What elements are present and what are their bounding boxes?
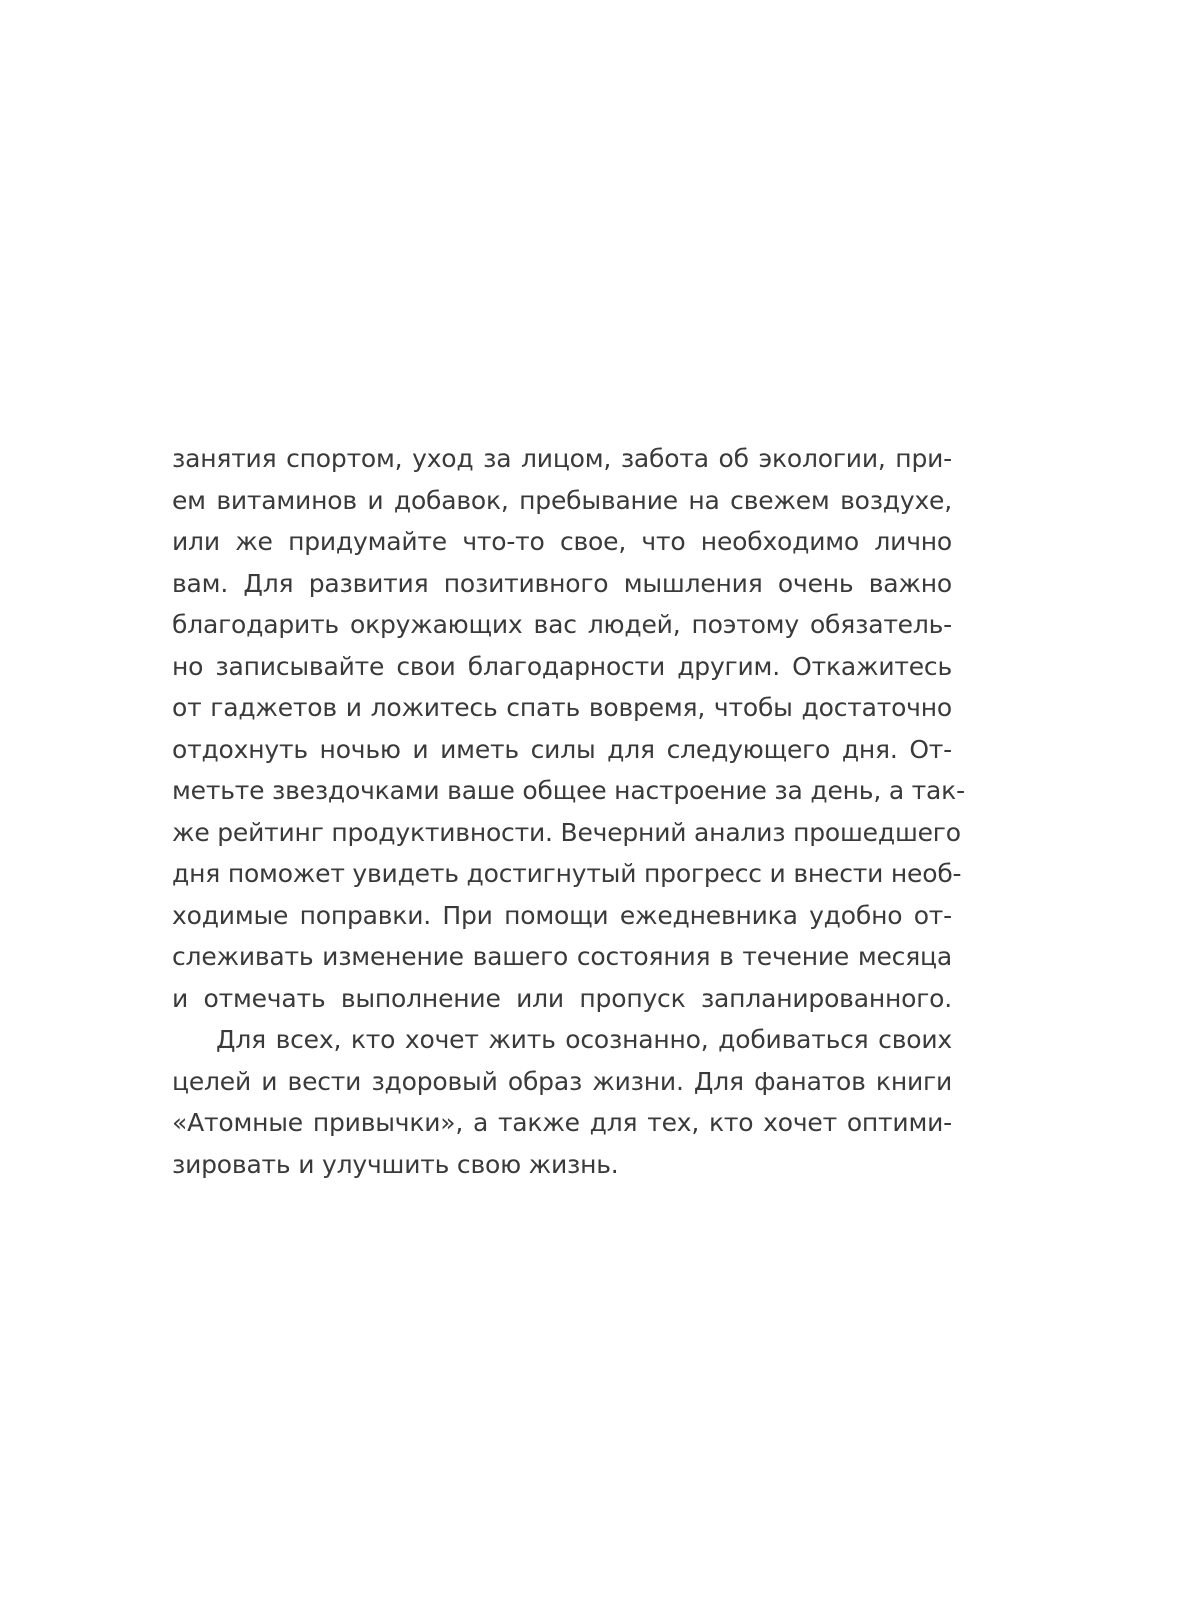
- text-line: от гаджетов и ложитесь спать вовремя, чтобы достаточно: [172, 693, 952, 722]
- text-line: зировать и улучшить свою жизнь.: [172, 1149, 619, 1179]
- body-text: [172, 438, 965, 1185]
- text-line: ходимые поправки. При помощи ежедневника удобно от-: [172, 900, 952, 930]
- paragraph-1: [172, 438, 965, 1019]
- text-line: вам. Для развития позитивного мышления очень важно: [172, 568, 952, 598]
- text-line: же рейтинг продуктивности. Вечерний анализ прошедшего: [172, 817, 961, 847]
- text-line: но записывайте свои благодарности другим. Откажитесь: [172, 651, 952, 681]
- text-line: благодарить окружающих вас людей, поэтому обязатель-: [172, 610, 952, 639]
- text-line: и отмечать выполнение или пропуск запланированного.: [172, 983, 952, 1013]
- text-line: «Атомные привычки», а также для тех, кто хочет оптими-: [172, 1108, 952, 1137]
- text-line: метьте звездочками ваше общее настроение за день, а так-: [172, 776, 965, 805]
- text-line: отдохнуть ночью и иметь силы для следующего дня. От-: [172, 734, 952, 764]
- text-line: слеживать изменение вашего состояния в течение месяца: [172, 942, 952, 971]
- text-line: или же придумайте что-то свое, что необходимо лично: [172, 527, 952, 556]
- text-line: дня поможет увидеть достигнутый прогресс и внести необ-: [172, 859, 962, 888]
- paragraph-2: [172, 1019, 952, 1185]
- text-line: целей и вести здоровый образ жизни. Для фанатов книги: [172, 1066, 952, 1096]
- text-line: ем витаминов и добавок, пребывание на свежем воздухе,: [172, 485, 952, 515]
- text-line: Для всех, кто хочет жить осознанно, добиваться своих: [216, 1025, 952, 1054]
- text-line: занятия спортом, уход за лицом, забота об экологии, при-: [172, 444, 952, 473]
